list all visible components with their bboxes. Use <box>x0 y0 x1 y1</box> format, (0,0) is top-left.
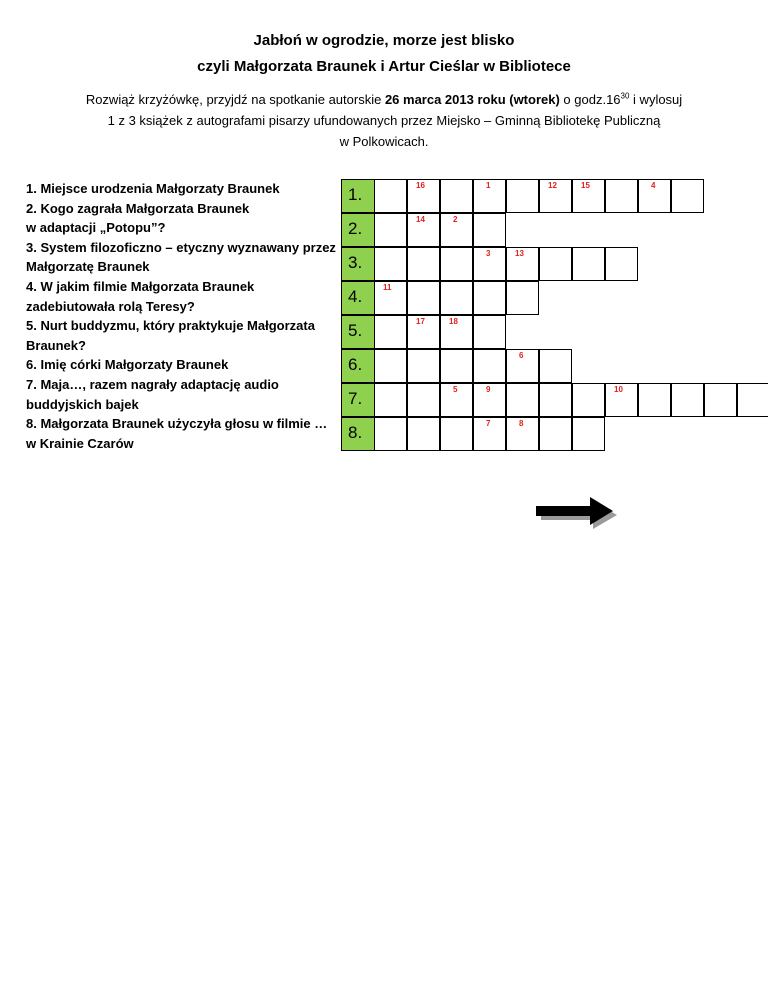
crossword-cell[interactable] <box>407 247 440 281</box>
row-label: 8. <box>348 423 363 442</box>
crossword-cell[interactable] <box>440 349 473 383</box>
cell-number: 3 <box>486 249 491 258</box>
clue-8: 8. Małgorzata Braunek użyczyła głosu w filmie … w Krainie Czarów <box>26 416 328 451</box>
intro-line-1 <box>0 89 768 110</box>
crossword-cell[interactable] <box>407 315 440 349</box>
clue-6: 6. Imię córki Małgorzaty Braunek <box>26 357 229 373</box>
crossword-cell[interactable] <box>473 213 506 247</box>
crossword-cell[interactable] <box>506 417 539 451</box>
crossword-cell[interactable] <box>605 247 638 281</box>
row-label-cell <box>341 383 375 417</box>
crossword-cell[interactable] <box>374 179 407 213</box>
cell-number: 2 <box>453 215 458 224</box>
crossword-cell[interactable] <box>440 281 473 315</box>
crossword-cell[interactable] <box>440 383 473 417</box>
crossword-cell[interactable] <box>440 315 473 349</box>
row-label: 5. <box>348 321 363 340</box>
cell-number: 15 <box>581 181 590 190</box>
crossword-cell[interactable] <box>572 247 605 281</box>
title-line-1: Jabłoń w ogrodzie, morze jest blisko <box>253 32 515 49</box>
crossword-cell[interactable] <box>638 383 671 417</box>
row-label-cell <box>341 281 375 315</box>
crossword-cell[interactable] <box>539 349 572 383</box>
crossword-row-7 <box>341 383 768 417</box>
crossword-cell[interactable] <box>539 247 572 281</box>
crossword-row-1 <box>341 179 704 213</box>
crossword-cell[interactable] <box>638 179 671 213</box>
clue-list <box>26 179 336 453</box>
clue-7: 7. Maja…, razem nagrały adaptację audio buddyjskich bajek <box>26 376 279 412</box>
crossword-cell[interactable] <box>440 179 473 213</box>
crossword-cell[interactable] <box>539 179 572 213</box>
intro-line-3: w Polkowicach. <box>339 134 429 149</box>
crossword-cell[interactable] <box>374 349 407 383</box>
clue-4: 4. W jakim filmie Małgorzata Braunek zadebiutowała rolą Teresy? <box>26 278 255 314</box>
row-label-cell <box>341 179 375 213</box>
crossword-cell[interactable] <box>671 383 704 417</box>
cell-number: 9 <box>486 385 491 394</box>
crossword-cell[interactable] <box>407 281 440 315</box>
row-label: 3. <box>348 253 363 272</box>
crossword-cell[interactable] <box>737 383 768 417</box>
crossword-row-5 <box>341 315 506 349</box>
crossword-cell[interactable] <box>374 247 407 281</box>
crossword-cell[interactable] <box>572 417 605 451</box>
cell-number: 8 <box>519 419 524 428</box>
crossword-cell[interactable] <box>539 383 572 417</box>
intro-line-2: 1 z 3 książek z autografami pisarzy ufundowanych przez Miejsko – Gminną Bibliotekę Publiczną <box>107 113 661 128</box>
crossword-cell[interactable] <box>374 213 407 247</box>
cell-number: 10 <box>614 385 623 394</box>
cell-number: 6 <box>519 351 524 360</box>
crossword-cell[interactable] <box>506 383 539 417</box>
cell-number: 17 <box>416 317 425 326</box>
crossword-cell[interactable] <box>374 417 407 451</box>
cell-number: 13 <box>515 249 524 258</box>
crossword-cell[interactable] <box>506 179 539 213</box>
clue-3: 3. System filozoficzno – etyczny wyznawany przez Małgorzatę Braunek <box>26 239 336 275</box>
row-label: 7. <box>348 389 363 408</box>
crossword-cell[interactable] <box>407 417 440 451</box>
cell-number: 12 <box>548 181 557 190</box>
crossword-cell[interactable] <box>605 179 638 213</box>
title-line-2: czyli Małgorzata Braunek i Artur Cieślar w Bibliotece <box>197 58 571 75</box>
crossword-cell[interactable] <box>473 281 506 315</box>
clue-5: 5. Nurt buddyzmu, który praktykuje Małgorzata Braunek? <box>26 318 315 353</box>
crossword-cell[interactable] <box>473 179 506 213</box>
cell-number: 4 <box>651 181 656 190</box>
crossword-row-4 <box>341 281 539 315</box>
crossword-cell[interactable] <box>605 383 638 417</box>
row-label-cell <box>341 315 375 349</box>
crossword-row-8 <box>341 417 605 451</box>
row-label: 1. <box>348 185 363 204</box>
crossword-row-6 <box>341 349 572 383</box>
crossword-cell[interactable] <box>440 417 473 451</box>
row-label: 6. <box>348 355 363 374</box>
crossword-cell[interactable] <box>671 179 704 213</box>
crossword-cell[interactable] <box>506 247 539 281</box>
row-label-cell <box>341 349 375 383</box>
crossword-cell[interactable] <box>440 247 473 281</box>
crossword-cell[interactable] <box>506 281 539 315</box>
cell-number: 7 <box>486 419 491 428</box>
crossword-cell[interactable] <box>473 315 506 349</box>
cell-number: 14 <box>416 215 425 224</box>
crossword-cell[interactable] <box>473 247 506 281</box>
crossword-cell[interactable] <box>539 417 572 451</box>
crossword-row-2 <box>341 213 506 247</box>
crossword-cell[interactable] <box>473 383 506 417</box>
crossword-cell[interactable] <box>374 281 407 315</box>
clue-1: 1. Miejsce urodzenia Małgorzaty Braunek <box>26 181 280 196</box>
crossword-cell[interactable] <box>572 383 605 417</box>
row-label-cell <box>341 247 375 281</box>
cell-number: 1 <box>486 181 491 190</box>
row-label-cell <box>341 417 375 451</box>
crossword-cell[interactable] <box>407 179 440 213</box>
crossword-cell[interactable] <box>374 315 407 349</box>
crossword-cell[interactable] <box>407 349 440 383</box>
cell-number: 5 <box>453 385 458 394</box>
intro-text-start: Rozwiąż krzyżówkę, przyjdź na spotkanie autorskie <box>85 92 385 107</box>
crossword-cell[interactable] <box>704 383 737 417</box>
crossword-cell[interactable] <box>473 417 506 451</box>
cell-number: 11 <box>383 283 392 292</box>
intro-time: o godz.16 <box>559 92 621 107</box>
crossword-cell[interactable] <box>506 349 539 383</box>
cell-number: 16 <box>416 181 425 190</box>
row-label: 2. <box>348 219 363 238</box>
crossword-row-3 <box>341 247 638 281</box>
crossword-cell[interactable] <box>407 213 440 247</box>
row-label: 4. <box>348 287 363 306</box>
crossword-cell[interactable] <box>374 383 407 417</box>
crossword-cell[interactable] <box>440 213 473 247</box>
right-arrow-icon <box>534 495 618 529</box>
clue-2: 2. Kogo zagrała Małgorzata Braunek w adaptacji „Potopu”? <box>26 200 250 236</box>
intro-time-minutes: 30 <box>620 91 630 101</box>
row-label-cell <box>341 213 375 247</box>
crossword-cell[interactable] <box>572 179 605 213</box>
cell-number: 18 <box>449 317 458 326</box>
crossword-cell[interactable] <box>407 383 440 417</box>
crossword-cell[interactable] <box>473 349 506 383</box>
intro-date: 26 marca 2013 roku (wtorek) <box>384 92 560 107</box>
intro-text-end: i wylosuj <box>629 92 683 107</box>
